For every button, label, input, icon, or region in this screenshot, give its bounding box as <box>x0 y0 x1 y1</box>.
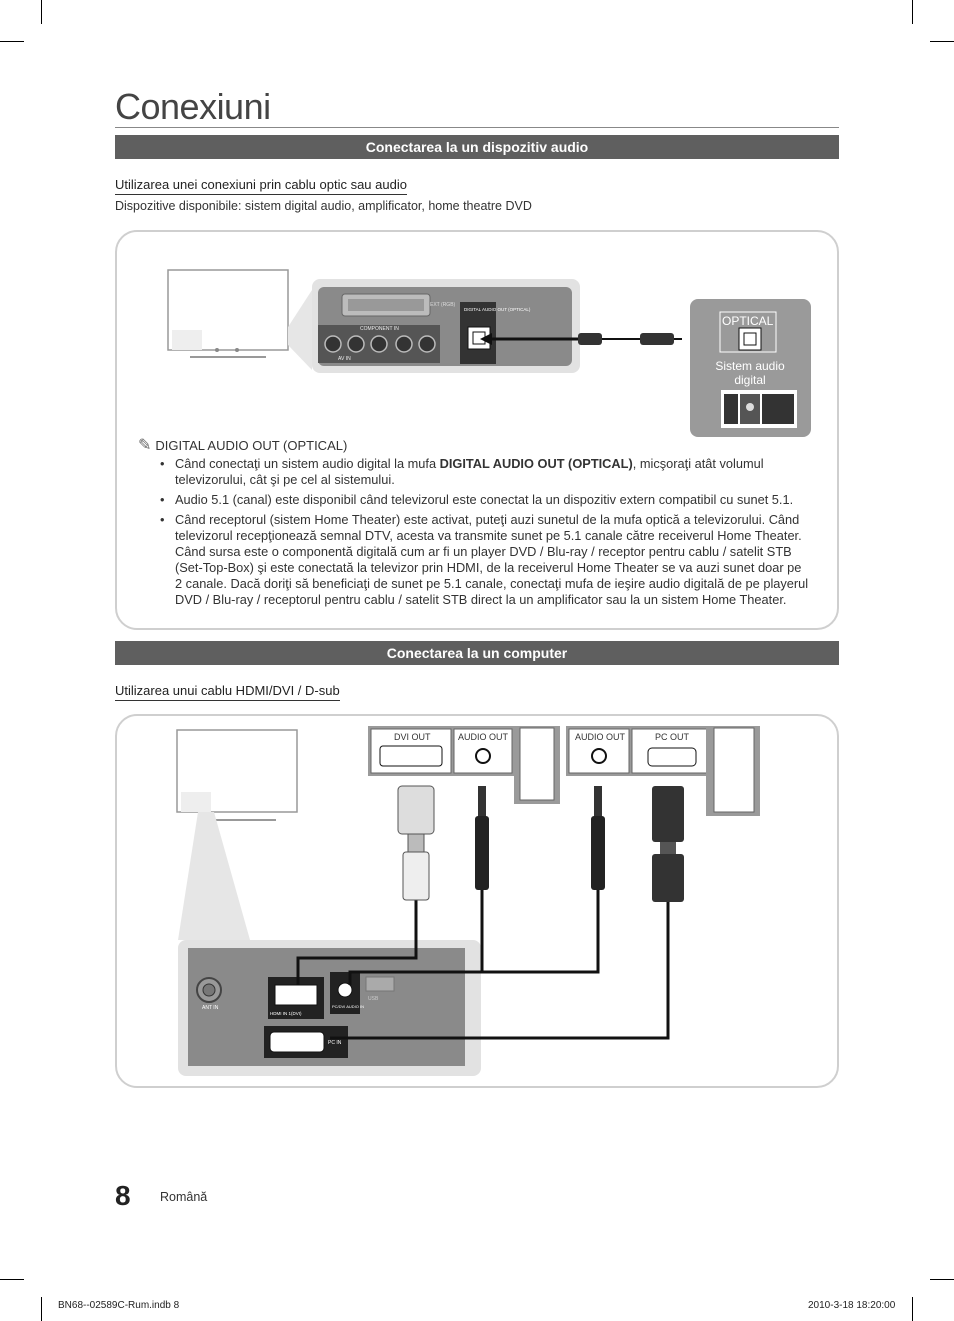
dvi-out-label: DVI OUT <box>394 732 431 742</box>
bullet-item <box>160 456 810 488</box>
audio-connection-diagram <box>0 0 954 440</box>
device-label-2: digital <box>734 373 766 387</box>
pencil-icon: ✎ <box>138 437 152 454</box>
pc-1 <box>368 726 560 804</box>
subheading-optical: Utilizarea unei conexiuni prin cablu optic sau audio <box>115 177 407 195</box>
component-port-label: COMPONENT IN <box>360 326 399 332</box>
pc-port-label: PC IN <box>328 1040 342 1046</box>
available-devices-text: Dispozitive disponibile: sistem digital audio, amplificator, home theatre DVD <box>115 199 532 213</box>
tv-rear-panel <box>178 940 481 1076</box>
usb-port-label: USB <box>368 996 379 1002</box>
d-sub-cable <box>652 786 684 902</box>
note-bullets <box>160 456 810 612</box>
bullet-text: Când conectaţi un sistem audio digital la mufa <box>175 456 440 471</box>
ant-port-label: ANT IN <box>202 1005 219 1011</box>
pc-out-label: PC OUT <box>655 732 690 742</box>
crop-mark <box>41 1297 42 1321</box>
section-heading-computer: Conectarea la un computer <box>115 641 839 665</box>
audio-cable-2 <box>591 786 605 890</box>
language-label: Română <box>160 1190 208 1204</box>
audio-port-label: PC/DVI AUDIO IN <box>332 1004 365 1009</box>
crop-mark <box>0 1279 24 1280</box>
crop-mark <box>930 1279 954 1280</box>
subheading-computer: Utilizarea unui cablu HDMI/DVI / D-sub <box>115 683 340 701</box>
audio-out-label-2: AUDIO OUT <box>575 732 626 742</box>
tv-illustration <box>168 270 312 370</box>
section-heading-audio: Conectarea la un dispozitiv audio <box>115 135 839 159</box>
av-port-label: AV IN <box>338 356 351 362</box>
tv-rear-panel <box>312 279 580 373</box>
note-heading <box>138 435 347 455</box>
footer-file: BN68--02589C-Rum.indb 8 <box>58 1300 180 1311</box>
hdmi-port-label: HDMI IN 1(DVI) <box>270 1011 302 1016</box>
bullet-bold: DIGITAL AUDIO OUT (OPTICAL) <box>439 456 633 471</box>
ext-port-label: EXT (RGB) <box>430 302 456 308</box>
digital-audio-system <box>690 299 811 437</box>
tv-illustration <box>177 730 297 940</box>
optical-label: OPTICAL <box>722 314 774 328</box>
optical-port-label: DIGITAL AUDIO OUT (OPTICAL) <box>464 307 531 312</box>
computer-connection-diagram <box>0 700 954 1100</box>
bullet-text: Audio 5.1 (canal) este disponibil când televizorul este conectat la un dispozitiv extern compatibil cu sunet 5.1. <box>175 492 794 507</box>
crop-mark <box>912 1297 913 1321</box>
page-title: Conexiuni <box>115 86 271 127</box>
bullet-text: , micşoraţi atât volumul televizorului, cât şi pe cel al sistemului. <box>175 456 764 487</box>
dvi-hdmi-cable <box>398 786 434 900</box>
page-number: 8 <box>115 1180 131 1211</box>
bullet-item <box>160 512 810 608</box>
footer-timestamp: 2010-3-18 18:20:00 <box>808 1300 896 1311</box>
bullet-item <box>160 492 810 508</box>
device-label: Sistem audio <box>715 359 785 373</box>
audio-cable-1 <box>475 786 489 890</box>
audio-out-label: AUDIO OUT <box>458 732 509 742</box>
note-title: DIGITAL AUDIO OUT (OPTICAL) <box>155 438 348 453</box>
bullet-text: Când receptorul (sistem Home Theater) este activat, puteţi auzi sunetul de la mufa optică a televizorului. Când televizorul recepţionează semnal DTV, acesta va transmite sunet pe 5.1 canale către receiverul Home Theater. Când sursa este o componentă digitală cum ar fi un player DVD / Blu-ray / receptor pentru cablu / satelit STB (Set-Top-Box) şi este conectată la televizor prin HDMI, de la receiverul Home Theater se va auzi sunet doar pe 2 canale. Dacă doriţi să beneficiaţi de sunet pe 5.1 canale, conectaţi mufa de ieşire audio digitală de pe playerul DVD / Blu-ray / receptorul pentru cablu / satelit STB direct la un amplificator sau la un sistem Home Theater. <box>175 512 809 607</box>
